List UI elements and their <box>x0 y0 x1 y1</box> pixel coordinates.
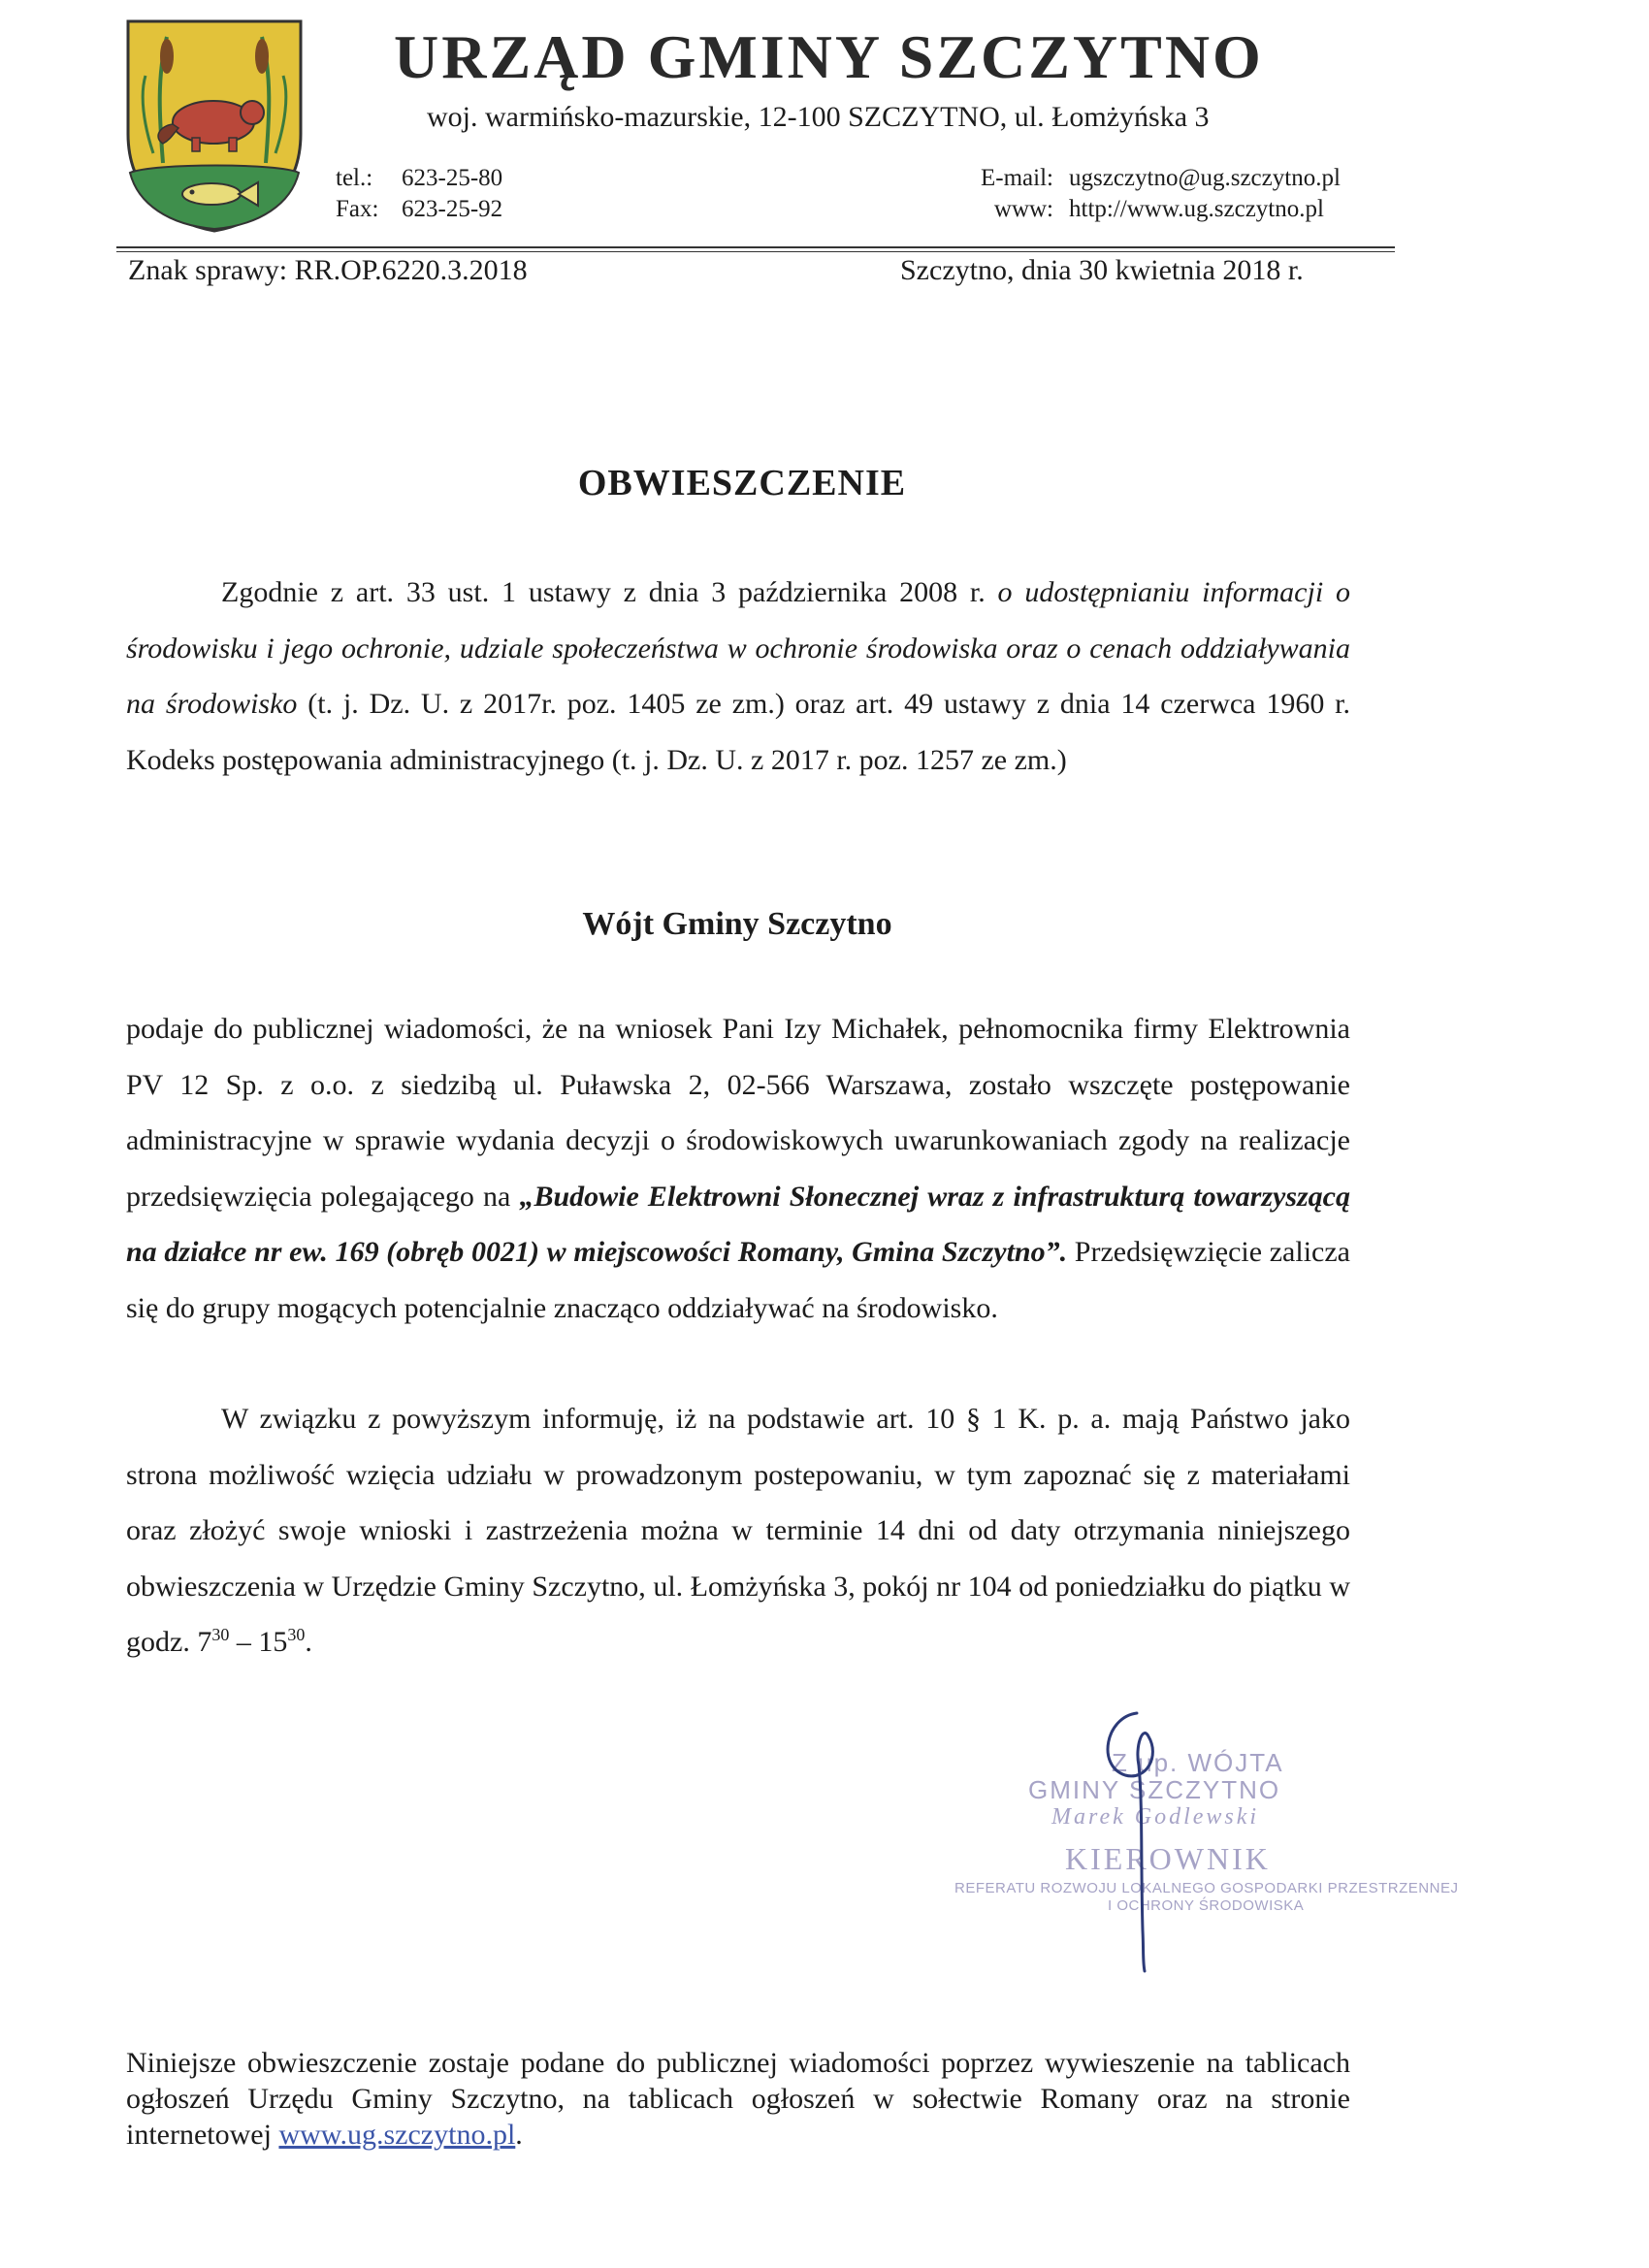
website-line <box>974 196 1324 223</box>
stamp-line-authorization: Z up. WÓJTA <box>1112 1748 1284 1777</box>
legal-basis-text-cont: (t. j. Dz. U. z 2017r. poz. 1405 ze zm.) oraz art. 49 ustawy z dnia 14 czerwca 1960 r. Kodeks postępowania administracyjnego (t. j. Dz. U. z 2017 r. poz. 1257 ze zm.) <box>126 688 1351 776</box>
phone-label: tel.: <box>336 165 373 191</box>
place-date: Szczytno, dnia 30 kwietnia 2018 r. <box>900 254 1304 286</box>
fax-line <box>336 196 502 223</box>
information-text: W związku z powyższym informuję, iż na podstawie art. 10 § 1 K. p. a. mają Państwo jako strona możliwość wzięcia udziału w prowadzonym postepowaniu, w tym zapoznać się z materiałami oraz złożyć swoje wnioski i zastrzeżenia można w terminie 14 dni od daty otrzymania niniejszego obwieszczenia w Urzędzie Gminy Szczytno, ul. Łomżyńska 3, pokój nr 104 od poniedziałku do piątku w godz. <box>126 1403 1350 1658</box>
stamp-line-department: REFERATU ROZWOJU LOKALNEGO GOSPODARKI PRZESTRZENNEJ <box>954 1880 1459 1896</box>
stamp-line-office: GMINY SZCZYTNO <box>1028 1775 1281 1804</box>
legal-basis-paragraph <box>126 565 1350 788</box>
project-name: „Budowie Elektrowni Słonecznej wraz z infrastrukturą towarzyszącą na działce nr ew. 169 (obręb 0021) w miejscowości Romany, Gmina Szczytno”. <box>126 1180 1350 1268</box>
hours-start-minutes: 30 <box>211 1625 230 1644</box>
letterhead-divider <box>116 246 1395 248</box>
announcement-paragraph <box>126 1001 1350 1336</box>
email-value[interactable]: ugszczytno@ug.szczytno.pl <box>1069 165 1341 191</box>
announcement-text: podaje do publicznej wiadomości, że na wniosek Pani Izy Michałek, pełnomocnika firmy Elektrownia PV 12 Sp. z o.o. z siedzibą ul. Puławska 2, 02-566 Warszawa, zostało wszczęte postępowanie administracyjne w sprawie wydania decyzji o środowiskowych uwarunkowaniach zgody na realizacje przedsięwzięcia polegającego na <box>126 1013 1350 1213</box>
fax-label: Fax: <box>336 196 379 222</box>
website-link[interactable]: www.ug.szczytno.pl <box>278 2119 516 2151</box>
phone-value: 623-25-80 <box>402 165 503 191</box>
office-address: woj. warmińsko-mazurskie, 12-100 SZCZYTNO, ul. Łomżyńska 3 <box>427 101 1210 133</box>
issuing-authority: Wójt Gminy Szczytno <box>582 906 892 942</box>
stamp-line-department-cont: I OCHRONY ŚRODOWISKA <box>1108 1897 1305 1914</box>
office-name: URZĄD GMINY SZCZYTNO <box>394 22 1264 91</box>
coat-of-arms-icon <box>124 17 305 233</box>
hours-end-minutes: 30 <box>287 1625 306 1644</box>
announcement-text-cont: Przedsięwzięcie zalicza się do grupy mogących potencjalnie znacząco oddziaływać na środowisko. <box>126 1236 1350 1324</box>
email-label: E-mail: <box>981 165 1053 191</box>
information-end: . <box>305 1626 312 1658</box>
stamp-line-position: KIEROWNIK <box>1065 1841 1271 1876</box>
phone-line <box>336 165 502 192</box>
website-value[interactable]: http://www.ug.szczytno.pl <box>1069 196 1324 222</box>
publication-note <box>126 2045 1350 2153</box>
letterhead-divider-thin <box>116 251 1395 252</box>
email-line <box>960 165 1341 192</box>
handwritten-signature <box>1067 1707 1183 1979</box>
document-title: OBWIESZCZENIE <box>577 463 907 503</box>
information-paragraph <box>126 1391 1350 1670</box>
hours-end: 15 <box>258 1626 288 1658</box>
hours-dash: – <box>229 1626 259 1658</box>
legal-basis-text: Zgodnie z art. 33 ust. 1 ustawy z dnia 3 października 2008 r. <box>221 576 998 608</box>
website-label: www: <box>993 196 1053 222</box>
legal-basis-act-title: o udostępnianiu informacji o środowisku i jego ochronie, udziale społeczeństwa w ochronie środowiska oraz o cenach oddziaływania na środowisko <box>126 576 1350 720</box>
publication-note-end: . <box>515 2119 523 2151</box>
stamp-line-person: Marek Godlewski <box>1051 1804 1260 1830</box>
hours-start: 7 <box>197 1626 212 1658</box>
publication-note-text: Niniejsze obwieszczenie zostaje podane do publicznej wiadomości poprzez wywieszenie na tablicach ogłoszeń Urzędu Gminy Szczytno, na tablicach ogłoszeń w sołectwie Romany oraz na stronie internetowej <box>126 2047 1350 2151</box>
case-number: Znak sprawy: RR.OP.6220.3.2018 <box>128 254 528 286</box>
fax-value: 623-25-92 <box>402 196 503 222</box>
